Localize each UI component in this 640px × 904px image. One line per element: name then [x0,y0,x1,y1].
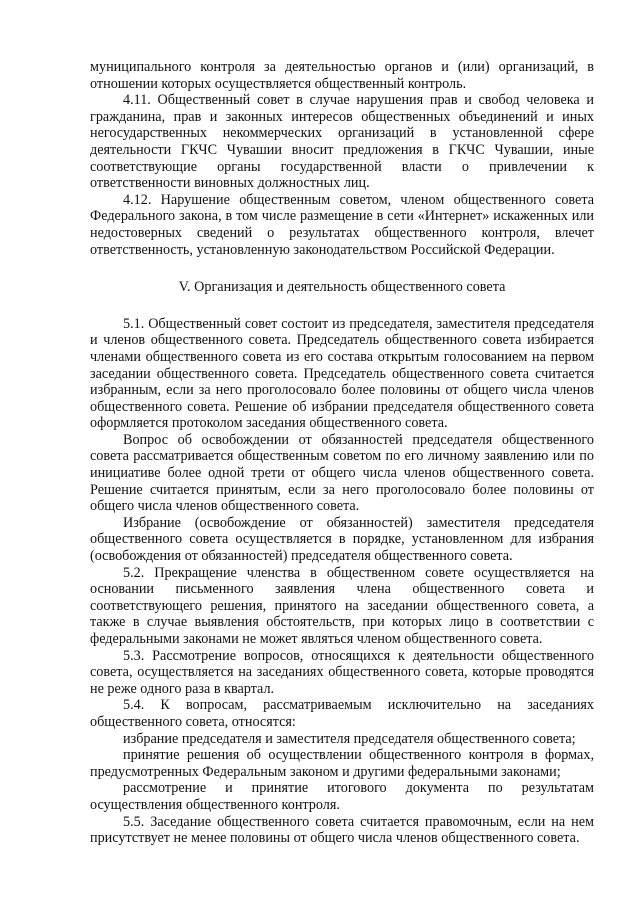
list-item-control-decision: принятие решения об осуществлении общественного контроля в формах, предусмотренных Федеральным законом и другими федеральными законами; [90,747,594,780]
document-page [90,59,594,847]
paragraph-5-3: 5.3. Рассмотрение вопросов, относящихся к деятельности общественного совета, осуществляется на заседаниях общественного совета, которые проводятся не реже одного раза в квартал. [90,647,594,697]
paragraph-5-2: 5.2. Прекращение членства в общественном совете осуществляется на основании письменного заявления члена общественного совета и соответствующего решения, принятого на заседании общественного совета, а также в случае выявления обстоятельств, при которых лицо в соответствии с федеральными законами не может являться членом общественного совета. [90,564,594,647]
paragraph-4-12: 4.12. Нарушение общественным советом, членом общественного совета Федерального закона, в том числе размещение в сети «Интернет» искаженных или недостоверных сведений о результатах общественного контроля, влечет ответственность, установленную законодательством Российской Федерации. [90,191,594,258]
paragraph-5-1: 5.1. Общественный совет состоит из председателя, заместителя председателя и членов общественного совета. Председатель общественного совета избирается членами общественного совета из его состава открытым голосованием на первом заседании общественного совета. Председатель общественного совета считается избранным, если за него проголосовало более половины от общего числа членов общественного совета. Решение об избрании председателя общественного совета оформляется протоколом заседания общественного совета. [90,315,594,432]
paragraph-5-5: 5.5. Заседание общественного совета считается правомочным, если на нем присутствует не менее половины от общего числа членов общественного совета. [90,813,594,847]
paragraph-deputy-election: Избрание (освобождение от обязанностей) заместителя председателя общественного совета осуществляется в порядке, установленном для избрания (освобождения от обязанностей) председателя общественного совета. [90,514,594,565]
list-item-election: избрание председателя и заместителя председателя общественного совета; [123,730,576,747]
paragraph-chair-release: Вопрос об освобождении от обязанностей председателя общественного совета рассматривается общественным советом по его личному заявлению или по инициативе более одной трети от общего числа членов общественного совета. Решение считается принятым, если за него проголосовало более половины от общего числа членов общественного совета. [90,431,594,515]
paragraph-4-11: 4.11. Общественный совет в случае нарушения прав и свобод человека и гражданина, прав и законных интересов общественных объединений и иных негосударственных некоммерческих организаций в установленной сфере деятельности ГКЧС Чувашии вносит предложения в ГКЧС Чувашии, иные соответствующие органы государственной власти о привлечении к ответственности виновных должностных лиц. [90,92,594,192]
paragraph-continuation: муниципального контроля за деятельностью органов и (или) организаций, в отношении которых осуществляется общественный контроль. [90,59,594,92]
list-item-final-document: рассмотрение и принятие итогового документа по результатам осуществления общественного контроля. [90,780,594,813]
section-heading: V. Организация и деятельность общественного совета [178,279,506,296]
paragraph-5-4: 5.4. К вопросам, рассматриваемым исключительно на заседаниях общественного совета, относятся: [90,697,594,730]
